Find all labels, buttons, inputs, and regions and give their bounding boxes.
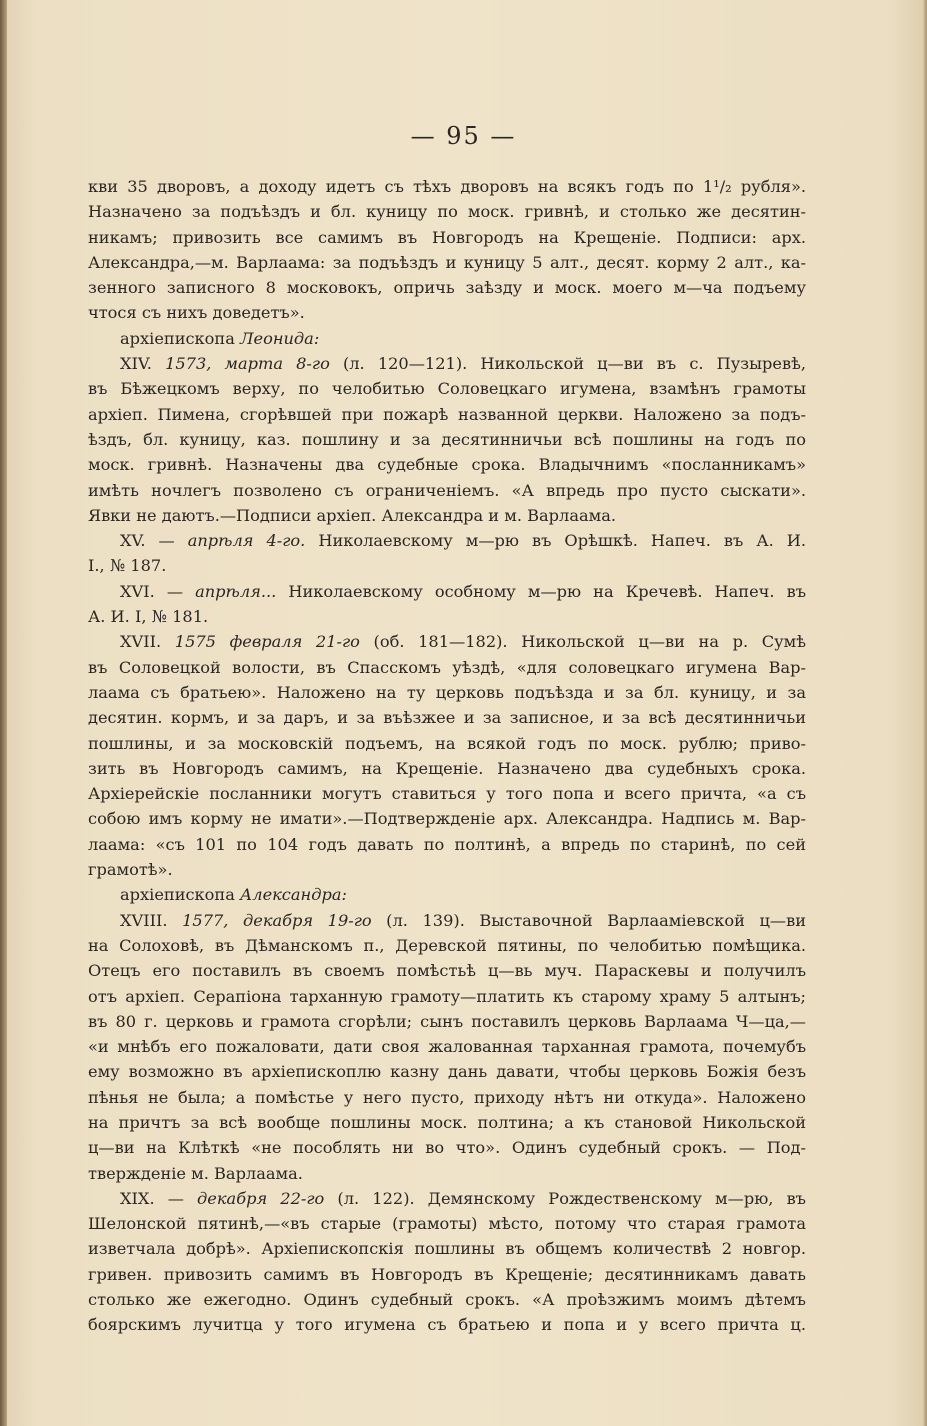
text-line: Отецъ его поставилъ въ своемъ помѣстьѣ ц—вь муч. Параскевы и получилъ (88, 961, 806, 981)
text-line: боярскимъ лучитца у того игумена съ братьею и попа и у всего причта ц. (88, 1315, 806, 1335)
line-segment: (л. 122). Демянскому Рождественскому м—рю, въ (324, 1188, 806, 1208)
text-line: на причтъ за всѣ вообще пошлины моск. полтина; а къ становой Никольской (88, 1112, 806, 1132)
italic-phrase: апрѣля... (195, 581, 277, 601)
text-line: въ Бѣжецкомъ верху, по челобитью Соловецкаго игумена, взамѣнъ грамоты (88, 379, 806, 399)
text-line: пошлины, и за московскій подъемъ, на всякой годъ по моск. рублю; приво- (88, 733, 806, 753)
text-line: Архіерейскіе посланники могутъ ставиться у того попа и всего причта, «а съ (88, 784, 806, 804)
text-line: Явки не даютъ.—Подписи архіеп. Александра и м. Варлаама. (88, 505, 617, 525)
text-line: твержденіе м. Варлаама. (88, 1163, 303, 1183)
text-line (88, 908, 806, 933)
line-segment: Николаевскому особному м—рю на Кречевѣ. Напеч. въ (276, 581, 806, 601)
text-line: ц—ви на Клѣткѣ «не пособлять ни во что». Одинъ судебный срокъ. — Под- (88, 1138, 806, 1158)
text-line: архіеп. Пимена, сгорѣвшей при пожарѣ названной церкви. Наложено за подъ- (88, 404, 806, 424)
text-line: грамотѣ». (88, 860, 173, 880)
line-segment: (л. 139). Выставочной Варлааміевской ц—ви (371, 910, 806, 930)
text-line: чтося съ нихъ доведетъ». (88, 303, 305, 323)
text-line: въ 80 г. церковь и грамота сгорѣли; сынъ поставилъ церковь Варлаама Ч—ца,— (88, 1011, 806, 1031)
text-line: пѣнья не была; а помѣстье у него пусто, приходу нѣтъ ни откуда». Наложено (88, 1087, 806, 1107)
text-line: Шелонской пятинѣ,—«въ старые (грамоты) мѣсто, потому что старая грамота (88, 1214, 806, 1234)
text-line: I., № 187. (88, 556, 167, 576)
italic-phrase: апрѣля 4-го. (187, 531, 306, 551)
text-line: отъ архіеп. Серапіона тарханную грамоту—платить къ старому храму 5 алтынъ; (88, 986, 806, 1006)
italic-phrase: 1573, марта 8-го (165, 354, 330, 374)
text-line (88, 882, 806, 907)
text-line: гривен. привозить самимъ въ Новгородъ въ Крещеніе; десятинникамъ давать (88, 1264, 806, 1284)
page-number: — 95 — (410, 122, 517, 150)
text-line: лаама съ братьею». Наложено на ту церковь подъѣзда и за бл. куницу, и за (88, 682, 806, 702)
line-segment: (об. 181—182). Никольской ц—ви на р. Сумѣ (359, 632, 806, 652)
text-line: изветчала добрѣ». Архіепископскія пошлины въ общемъ количествѣ 2 новгор. (88, 1239, 806, 1259)
text-line: въ Соловецкой волости, въ Спасскомъ уѣздѣ, «для соловецкаго игумена Вар- (88, 657, 806, 677)
text-line (88, 1186, 806, 1211)
line-segment: XV. — (120, 531, 188, 551)
line-segment: (л. 120—121). Никольской ц—ви въ с. Пузыревѣ, (329, 354, 806, 374)
italic-phrase: 1575 февраля 21-го (174, 632, 360, 652)
line-segment: XIV. (120, 354, 166, 374)
text-line: «и мнѣбъ его пожаловати, дати своя жалованная тарханная грамота, почемубъ (88, 1037, 806, 1057)
italic-phrase: Александра: (240, 885, 347, 905)
text-line: кви 35 дворовъ, а доходу идетъ съ тѣхъ дворовъ на всякъ годъ по 1¹/₂ рубля». (88, 177, 806, 196)
line-segment: архіепископа (120, 328, 240, 348)
text-line: зенного записного 8 московокъ, опричь заѣзду и моск. моего м—ча подъему (88, 278, 806, 298)
text-line: собою имъ корму не имати».—Подтвержденіе арх. Александра. Надпись м. Вар- (88, 809, 806, 829)
page-right-edge (923, 0, 927, 1426)
text-line (88, 326, 806, 351)
line-segment: Николаевскому м—рю въ Орѣшкѣ. Напеч. въ А. И. (305, 531, 806, 551)
text-line: десятин. кормъ, и за даръ, и за въѣзжее и за записное, и за всѣ десятинничьи (88, 708, 806, 728)
text-line: зить въ Новгородъ самимъ, на Крещеніе. Назначено два судебныхъ срока. (88, 758, 806, 778)
line-segment: XVI. — (120, 581, 196, 601)
text-line: А. И. I, № 181. (88, 607, 209, 627)
text-line (88, 528, 806, 553)
line-segment: XVII. (120, 632, 175, 652)
italic-phrase: Леонида: (240, 328, 320, 348)
italic-phrase: 1577, декабря 19-го (182, 910, 372, 930)
text-line: Александра,—м. Варлаама: за подъѣздъ и куницу 5 алт., десят. корму 2 алт., ка- (88, 252, 806, 272)
line-segment: архіепископа (120, 885, 240, 905)
text-line (88, 579, 806, 604)
text-line: никамъ; привозить все самимъ въ Новгородъ на Крещеніе. Подписи: арх. (88, 227, 806, 247)
text-line: столько же ежегодно. Одинъ судебный срокъ. «А проѣзжимъ моимъ дѣтемъ (88, 1290, 806, 1310)
text-line: моск. гривнѣ. Назначены два судебные срока. Владычнимъ «посланникамъ» (88, 455, 806, 475)
text-line: Назначено за подъѣздъ и бл. куницу по моск. гривнѣ, и столько же десятин- (88, 202, 806, 222)
text-line: лаама: «съ 101 по 104 годъ давать по полтинѣ, а впредь по старинѣ, по сей (88, 834, 806, 854)
text-block (88, 174, 806, 1338)
text-line: ему возможно въ архіепископлю казну дань давати, чтобы церковь Божія безъ (88, 1062, 806, 1082)
italic-phrase: декабря 22-го (197, 1188, 325, 1208)
page-left-edge (0, 0, 7, 1426)
text-line: ѣздъ, бл. куницу, каз. пошлину и за десятинничьи всѣ пошлины на годъ по (88, 429, 806, 449)
text-line (88, 629, 806, 654)
text-line: на Солоховѣ, въ Дѣманскомъ п., Деревской пятины, по челобитью помѣщика. (88, 935, 806, 955)
line-segment: XVIII. (120, 910, 183, 930)
text-line: имѣть ночлегъ позволено съ ограниченіемъ. «А впредь про пусто сыскати». (88, 480, 806, 500)
text-line (88, 351, 806, 376)
line-segment: XIX. — (120, 1188, 198, 1208)
